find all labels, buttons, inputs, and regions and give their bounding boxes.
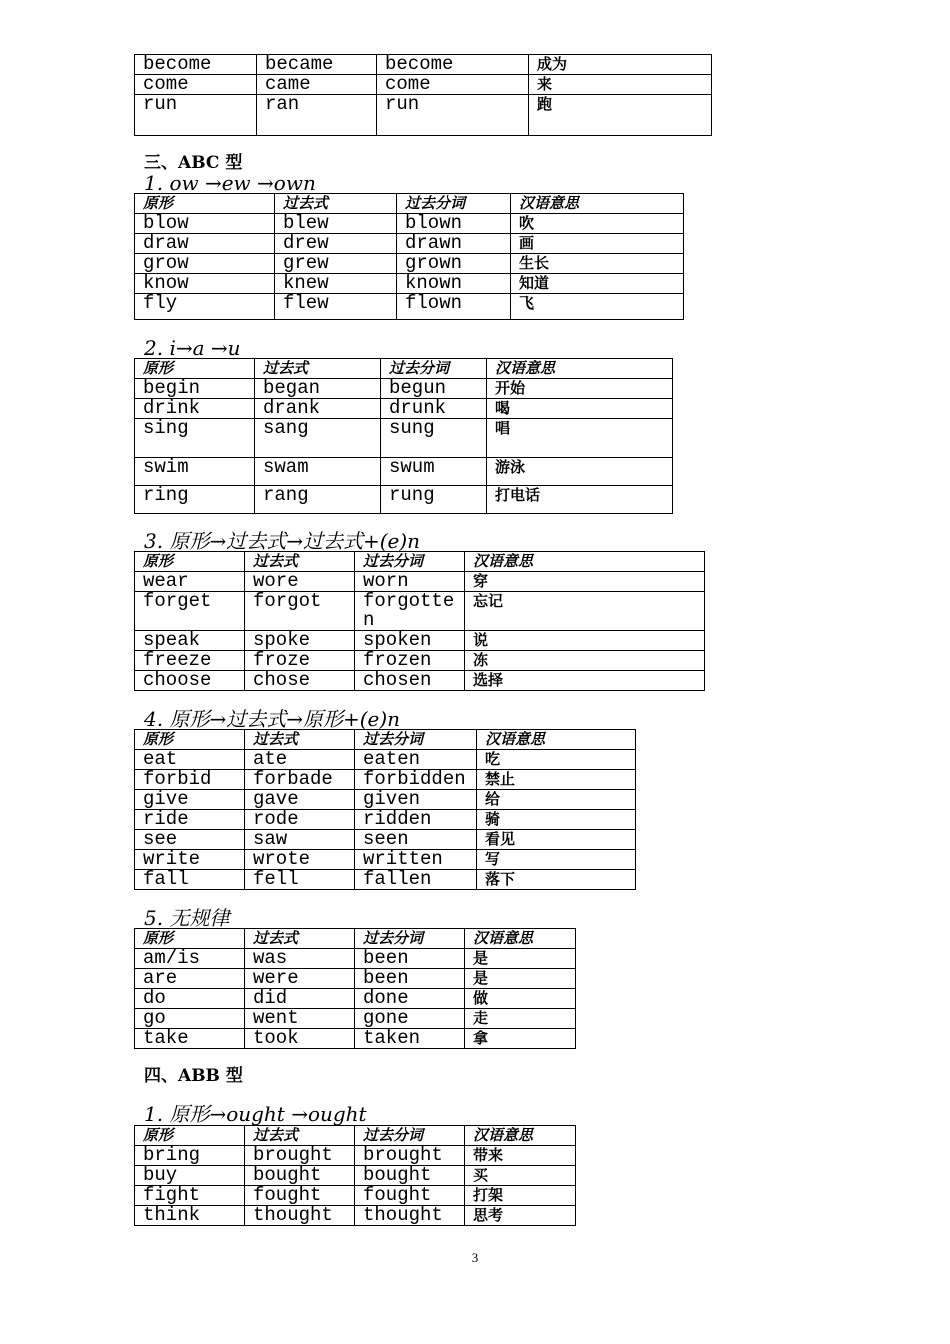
base-form-cell: eat [135,750,245,770]
table-row [135,274,684,294]
table-row [135,870,636,890]
base-form-cell: am/is [135,949,245,969]
column-header: 过去式 [245,730,355,750]
column-header: 过去式 [275,194,397,214]
column-header: 过去式 [245,1126,355,1146]
base-form-cell: freeze [135,651,245,671]
meaning-cell: 跑 [529,95,712,136]
base-form-cell: go [135,1009,245,1029]
past-participle-cell: run [377,95,529,136]
base-form-cell: swim [135,458,255,486]
past-participle-cell: forbidden [355,770,477,790]
base-form-cell: forget [135,592,245,631]
table-top [134,54,712,136]
past-participle-cell: done [355,989,465,1009]
subheading-ow-ew-own: 1. ow →ew →own [144,171,316,195]
table-row [135,399,673,419]
past-tense-cell: gave [245,790,355,810]
past-participle-cell: swum [381,458,487,486]
meaning-cell: 打电话 [487,486,673,514]
meaning-cell: 开始 [487,379,673,399]
past-participle-cell: taken [355,1029,465,1049]
meaning-cell: 选择 [465,671,705,691]
base-form-cell: sing [135,419,255,458]
past-participle-cell: thought [355,1206,465,1226]
past-tense-cell: fought [245,1186,355,1206]
meaning-cell: 给 [477,790,636,810]
past-tense-cell: saw [245,830,355,850]
column-header: 原形 [135,730,245,750]
table-row [135,790,636,810]
past-tense-cell: thought [245,1206,355,1226]
subheading-ought: 1. 原形→ought →ought [144,1102,367,1126]
past-participle-cell: given [355,790,477,810]
past-tense-cell: rang [255,486,381,514]
past-participle-cell: known [397,274,511,294]
table-ought [134,1125,576,1226]
column-header: 原形 [135,359,255,379]
meaning-cell: 做 [465,989,576,1009]
table-row [135,572,705,592]
past-participle-cell: become [377,55,529,75]
meaning-cell: 成为 [529,55,712,75]
past-participle-cell: bought [355,1166,465,1186]
past-tense-cell: took [245,1029,355,1049]
past-participle-cell: eaten [355,750,477,770]
past-participle-cell: seen [355,830,477,850]
meaning-cell: 吹 [511,214,684,234]
base-form-cell: fall [135,870,245,890]
base-form-cell: think [135,1206,245,1226]
past-tense-cell: chose [245,671,355,691]
table-row [135,486,673,514]
past-tense-cell: blew [275,214,397,234]
meaning-cell: 忘记 [465,592,705,631]
header-row [135,929,576,949]
column-header: 过去式 [245,552,355,572]
meaning-cell: 唱 [487,419,673,458]
past-participle-cell: grown [397,254,511,274]
past-tense-cell: wrote [245,850,355,870]
meaning-cell: 思考 [465,1206,576,1226]
past-participle-cell: ridden [355,810,477,830]
meaning-cell: 拿 [465,1029,576,1049]
past-tense-cell: sang [255,419,381,458]
past-participle-cell: rung [381,486,487,514]
base-form-cell: buy [135,1166,245,1186]
past-participle-cell: been [355,949,465,969]
meaning-cell: 带来 [465,1146,576,1166]
header-row [135,1126,576,1146]
meaning-cell: 是 [465,969,576,989]
base-form-cell: come [135,75,257,95]
base-form-cell: bring [135,1146,245,1166]
base-form-cell: blow [135,214,275,234]
table-row [135,1146,576,1166]
base-form-cell: take [135,1029,245,1049]
past-tense-cell: bought [245,1166,355,1186]
past-participle-cell: come [377,75,529,95]
past-participle-cell: sung [381,419,487,458]
meaning-cell: 飞 [511,294,684,320]
meaning-cell: 画 [511,234,684,254]
column-header: 过去分词 [355,552,465,572]
table-row [135,294,684,320]
base-form-cell: drink [135,399,255,419]
meaning-cell: 看见 [477,830,636,850]
past-participle-cell: fallen [355,870,477,890]
table-row [135,419,673,458]
table-row [135,1166,576,1186]
table-row [135,234,684,254]
section-heading-abc: 三、ABC 型 [144,153,243,173]
column-header: 过去分词 [381,359,487,379]
subheading-i-a-u: 2. i→a →u [144,336,241,360]
column-header: 汉语意思 [477,730,636,750]
past-tense-cell: was [245,949,355,969]
past-participle-cell: blown [397,214,511,234]
base-form-cell: forbid [135,770,245,790]
table-row [135,770,636,790]
table-row [135,651,705,671]
meaning-cell: 写 [477,850,636,870]
column-header: 原形 [135,929,245,949]
base-form-cell: do [135,989,245,1009]
column-header: 原形 [135,194,275,214]
past-tense-cell: began [255,379,381,399]
meaning-cell: 说 [465,631,705,651]
past-participle-cell: flown [397,294,511,320]
base-form-cell: know [135,274,275,294]
table-irregular [134,928,576,1049]
meaning-cell: 生长 [511,254,684,274]
table-row [135,989,576,1009]
column-header: 汉语意思 [465,929,576,949]
base-form-cell: speak [135,631,245,651]
base-form-cell: ring [135,486,255,514]
column-header: 过去分词 [355,1126,465,1146]
table-row [135,379,673,399]
table-base-plus-en [134,729,636,890]
past-participle-cell: chosen [355,671,465,691]
base-form-cell: fight [135,1186,245,1206]
base-form-cell: grow [135,254,275,274]
base-form-cell: choose [135,671,245,691]
page-number: 3 [471,1250,479,1265]
table-row [135,850,636,870]
table-row [135,458,673,486]
past-participle-cell: frozen [355,651,465,671]
past-tense-cell: swam [255,458,381,486]
meaning-cell: 穿 [465,572,705,592]
meaning-cell: 禁止 [477,770,636,790]
table-row [135,592,705,631]
table-row [135,949,576,969]
past-tense-cell: ran [257,95,377,136]
past-tense-cell: drank [255,399,381,419]
column-header: 汉语意思 [511,194,684,214]
table-past-plus-en [134,551,705,691]
column-header: 原形 [135,552,245,572]
header-row [135,194,684,214]
base-form-cell: see [135,830,245,850]
meaning-cell: 走 [465,1009,576,1029]
table-row [135,810,636,830]
base-form-cell: wear [135,572,245,592]
meaning-cell: 冻 [465,651,705,671]
base-form-cell: draw [135,234,275,254]
column-header: 汉语意思 [487,359,673,379]
past-tense-cell: wore [245,572,355,592]
table-row [135,631,705,651]
column-header: 过去分词 [397,194,511,214]
base-form-cell: give [135,790,245,810]
column-header: 原形 [135,1126,245,1146]
past-participle-cell: drunk [381,399,487,419]
past-tense-cell: grew [275,254,397,274]
past-tense-cell: went [245,1009,355,1029]
base-form-cell: ride [135,810,245,830]
table-ow-ew-own [134,193,684,320]
table-row [135,671,705,691]
meaning-cell: 是 [465,949,576,969]
past-tense-cell: forbade [245,770,355,790]
header-row [135,730,636,750]
past-participle-cell: gone [355,1009,465,1029]
table-row [135,1029,576,1049]
base-form-cell: are [135,969,245,989]
subheading-past-plus-en: 3. 原形→过去式→过去式+(e)n [144,529,421,553]
base-form-cell: write [135,850,245,870]
base-form-cell: become [135,55,257,75]
header-row [135,359,673,379]
column-header: 汉语意思 [465,1126,576,1146]
past-tense-cell: became [257,55,377,75]
past-participle-cell: been [355,969,465,989]
column-header: 过去式 [255,359,381,379]
past-participle-cell: written [355,850,477,870]
table-row [135,75,712,95]
past-tense-cell: brought [245,1146,355,1166]
meaning-cell: 吃 [477,750,636,770]
table-row [135,1186,576,1206]
table-i-a-u [134,358,673,514]
column-header: 过去式 [245,929,355,949]
past-tense-cell: were [245,969,355,989]
table-row [135,254,684,274]
table-row [135,95,712,136]
header-row [135,552,705,572]
meaning-cell: 知道 [511,274,684,294]
past-tense-cell: knew [275,274,397,294]
subheading-base-plus-en: 4. 原形→过去式→原形+(e)n [144,707,401,731]
meaning-cell: 游泳 [487,458,673,486]
past-tense-cell: rode [245,810,355,830]
past-tense-cell: drew [275,234,397,254]
subheading-irregular: 5. 无规律 [144,906,230,930]
past-participle-cell: spoken [355,631,465,651]
past-tense-cell: did [245,989,355,1009]
past-tense-cell: forgot [245,592,355,631]
past-tense-cell: fell [245,870,355,890]
past-tense-cell: spoke [245,631,355,651]
base-form-cell: begin [135,379,255,399]
meaning-cell: 落下 [477,870,636,890]
table-row [135,55,712,75]
base-form-cell: run [135,95,257,136]
past-participle-cell: drawn [397,234,511,254]
past-participle-cell: forgotten [355,592,465,631]
table-row [135,214,684,234]
table-row [135,1009,576,1029]
past-participle-cell: fought [355,1186,465,1206]
past-participle-cell: brought [355,1146,465,1166]
meaning-cell: 骑 [477,810,636,830]
column-header: 汉语意思 [465,552,705,572]
past-participle-cell: begun [381,379,487,399]
table-row [135,830,636,850]
table-row [135,1206,576,1226]
past-tense-cell: froze [245,651,355,671]
past-participle-cell: worn [355,572,465,592]
column-header: 过去分词 [355,730,477,750]
section-heading-abb: 四、ABB 型 [144,1066,243,1086]
table-row [135,969,576,989]
past-tense-cell: flew [275,294,397,320]
meaning-cell: 喝 [487,399,673,419]
meaning-cell: 打架 [465,1186,576,1206]
past-tense-cell: came [257,75,377,95]
past-tense-cell: ate [245,750,355,770]
column-header: 过去分词 [355,929,465,949]
meaning-cell: 来 [529,75,712,95]
meaning-cell: 买 [465,1166,576,1186]
base-form-cell: fly [135,294,275,320]
table-row [135,750,636,770]
